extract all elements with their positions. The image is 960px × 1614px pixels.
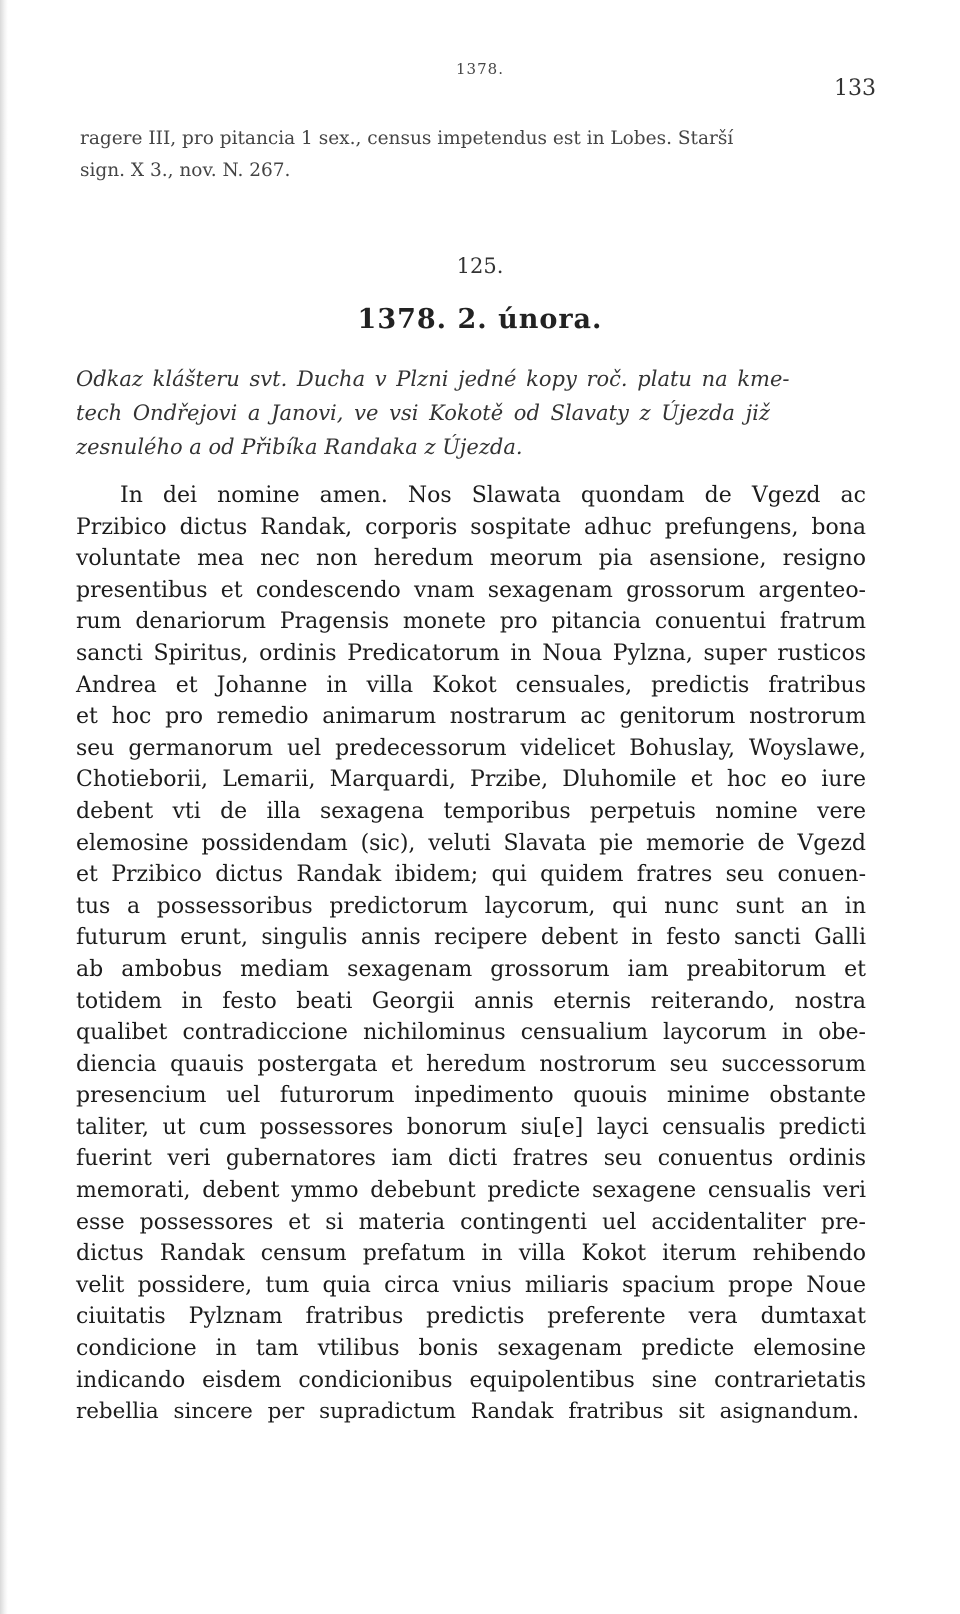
text-line: ciuitatis Pylznam fratribus predictis preferente vera dumtaxat	[76, 1304, 866, 1330]
text-line: Chotieborii, Lemarii, Marquardi, Przibe, Dluhomile et hoc eo iure	[76, 767, 866, 793]
text-line: condicione in tam vtilibus bonis sexagenam predicte elemosine	[76, 1336, 866, 1362]
text-line: tus a possessoribus predictorum laycorum, qui nunc sunt an in	[76, 893, 866, 919]
text-line: esse possessores et si materia contingenti uel accidentaliter pre-	[76, 1209, 866, 1235]
text-line: diencia quauis postergata et heredum nostrorum seu successorum	[76, 1051, 866, 1077]
text-line: Przibico dictus Randak, corporis sospitate adhuc prefungens, bona	[76, 514, 866, 540]
text-line: elemosine possidendam (sic), veluti Slavata pie memorie de Vgezd	[76, 830, 866, 856]
text-line: indicando eisdem condicionibus equipolentibus sine contrarietatis	[76, 1367, 866, 1393]
text-line: rum denariorum Pragensis monete pro pitancia conuentui fratrum	[76, 609, 866, 635]
text-line: ab ambobus mediam sexagenam grossorum iam preabitorum et	[76, 956, 866, 982]
text-line: taliter, ut cum possessores bonorum siu[e] layci censualis predicti	[76, 1114, 866, 1140]
charter-text	[76, 480, 866, 1428]
page-number: 133	[834, 76, 876, 101]
text-line: memorati, debent ymmo debebunt predicte sexagene censualis veri	[76, 1178, 866, 1204]
text-line: presentibus et condescendo vnam sexagenam grossorum argenteo-	[76, 577, 866, 603]
text-line: velit possidere, tum quia circa vnius miliaris spacium prope Noue	[76, 1272, 866, 1298]
regest-line: zesnulého a od Přibíka Randaka z Újezda.	[76, 435, 523, 459]
text-line: sancti Spiritus, ordinis Predicatorum in Noua Pylzna, super rusticos	[76, 640, 866, 666]
scan-edge	[0, 0, 8, 1614]
text-line: seu germanorum uel predecessorum videlicet Bohuslay, Woyslawe,	[76, 735, 866, 761]
text-line: totidem in festo beati Georgii annis eternis reiterando, nostra	[76, 988, 866, 1014]
text-line: fuerint veri gubernatores iam dicti fratres seu conuentus ordinis	[76, 1146, 866, 1172]
regest-line: Odkaz klášteru svt. Ducha v Plzni jedné kopy roč. platu na kme-	[76, 367, 790, 391]
regest-line: tech Ondřejovi a Janovi, ve vsi Kokotě od Slavaty z Újezda již	[76, 401, 770, 425]
document-date: 1378. 2. února.	[357, 304, 603, 335]
text-line: debent vti de illa sexagena temporibus perpetuis nomine vere	[76, 798, 866, 824]
text-line: qualibet contradiccione nichilominus censualium laycorum in obe-	[76, 1020, 866, 1046]
text-line: et Przibico dictus Randak ibidem; qui quidem fratres seu conuen-	[76, 862, 866, 888]
regest-summary	[76, 362, 886, 464]
text-line: rebellia sincere per supradictum Randak fratribus sit asignandum.	[76, 1399, 860, 1425]
note-line: sign. X 3., nov. N. 267.	[80, 160, 291, 181]
document-number: 125.	[456, 254, 504, 278]
text-line: et hoc pro remedio animarum nostrarum ac genitorum nostrorum	[76, 704, 866, 730]
text-line: futurum erunt, singulis annis recipere debent in festo sancti Galli	[76, 925, 866, 951]
running-head: 1378.	[456, 60, 504, 78]
text-line: voluntate mea nec non heredum meorum pia asensione, resigno	[76, 546, 866, 572]
text-line: dictus Randak censum prefatum in villa Kokot iterum rehibendo	[76, 1241, 866, 1267]
text-line: Andrea et Johanne in villa Kokot censuales, predictis fratribus	[76, 672, 866, 698]
note-line: ragere III, pro pitancia 1 sex., census impetendus est in Lobes. Starší	[80, 128, 734, 149]
preceding-note	[80, 123, 880, 187]
text-line: presencium uel futurorum inpedimento quouis minime obstante	[76, 1083, 866, 1109]
text-line: In dei nomine amen. Nos Slawata quondam de Vgezd ac	[120, 483, 866, 508]
